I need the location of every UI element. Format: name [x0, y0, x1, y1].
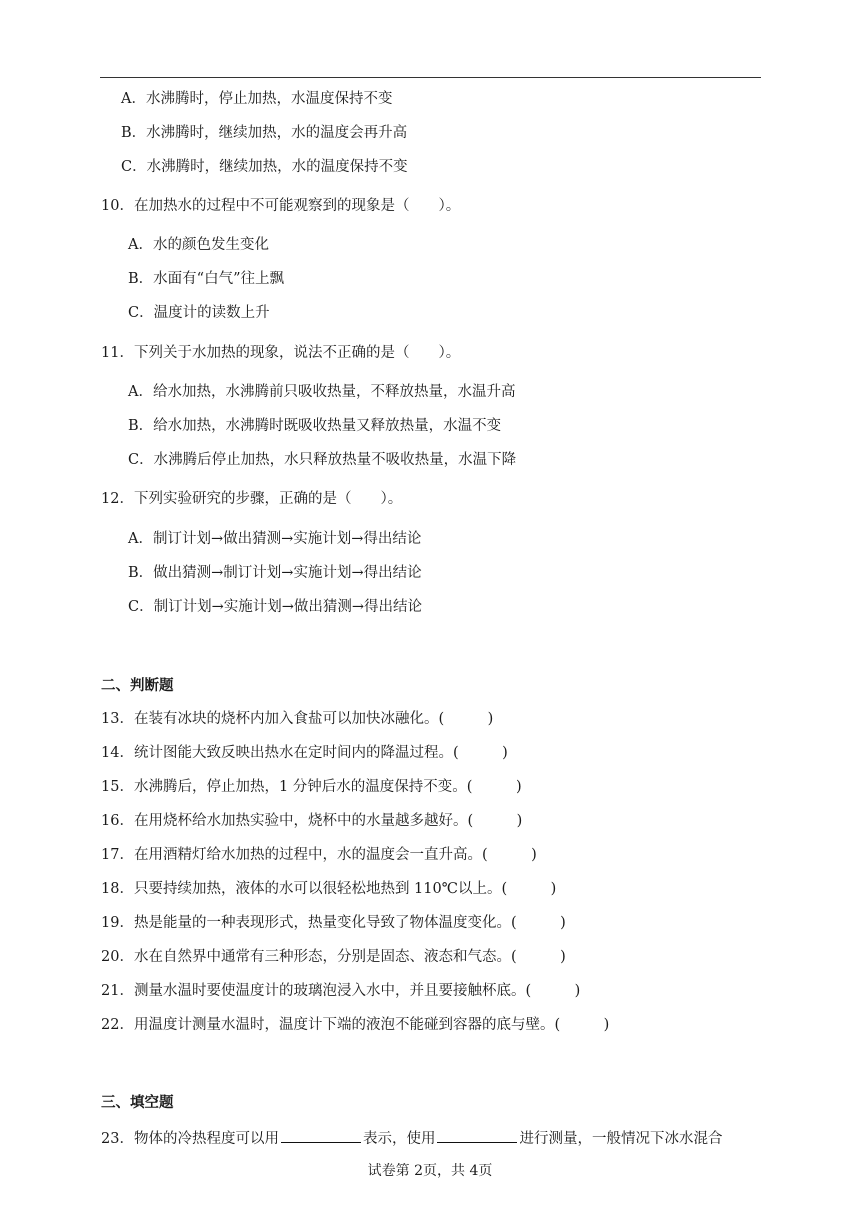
- q23-blank-1[interactable]: [281, 1128, 361, 1143]
- judge-item-21: 21．测量水温时要使温度计的玻璃泡浸入水中，并且要接触杯底。( ): [101, 983, 581, 999]
- q9-option-c: C．水沸腾时，继续加热，水的温度保持不变: [121, 159, 408, 175]
- q11-stem: 11．下列关于水加热的现象，说法不正确的是（ ）。: [101, 345, 461, 361]
- header-rule: [100, 77, 761, 78]
- judge-item-22: 22．用温度计测量水温时，温度计下端的液泡不能碰到容器的底与壁。( ): [101, 1017, 610, 1033]
- q11-option-b: B．给水加热，水沸腾时既吸收热量又释放热量，水温不变: [128, 418, 502, 434]
- judge-item-13: 13．在装有冰块的烧杯内加入食盐可以加快冰融化。( ): [101, 711, 494, 727]
- q12-option-b: B．做出猜测→制订计划→实施计划→得出结论: [128, 565, 422, 581]
- page-footer: 试卷第 2页，共 4页: [367, 1163, 493, 1179]
- q10-option-c: C．温度计的读数上升: [128, 305, 270, 321]
- q23-text-1: 23．物体的冷热程度可以用: [101, 1131, 279, 1147]
- q12-option-c: C．制订计划→实施计划→做出猜测→得出结论: [128, 599, 423, 615]
- q10-option-a: A．水的颜色发生变化: [128, 237, 269, 253]
- q23-blank-2[interactable]: [437, 1128, 517, 1143]
- q11-option-a: A．给水加热，水沸腾前只吸收热量，不释放热量，水温升高: [128, 384, 516, 400]
- section-2-title: 二、判断题: [101, 677, 174, 694]
- judge-item-14: 14．统计图能大致反映出热水在定时间内的降温过程。( ): [101, 745, 508, 761]
- q9-option-b: B．水沸腾时，继续加热，水的温度会再升高: [121, 125, 408, 141]
- section-3-title: 三、填空题: [101, 1094, 174, 1111]
- q9-option-a: A．水沸腾时，停止加热，水温度保持不变: [121, 91, 393, 107]
- q23-text-3: 进行测量，一般情况下冰水混合: [519, 1131, 723, 1147]
- q12-stem: 12．下列实验研究的步骤，正确的是（ ）。: [101, 491, 403, 507]
- q11-option-c: C．水沸腾后停止加热，水只释放热量不吸收热量，水温下降: [128, 452, 517, 468]
- judge-item-15: 15．水沸腾后，停止加热，1 分钟后水的温度保持不变。( ): [101, 779, 522, 795]
- q10-stem: 10．在加热水的过程中不可能观察到的现象是（ ）。: [101, 198, 461, 214]
- judge-item-19: 19．热是能量的一种表现形式，热量变化导致了物体温度变化。( ): [101, 915, 566, 931]
- judge-item-17: 17．在用酒精灯给水加热的过程中，水的温度会一直升高。( ): [101, 847, 537, 863]
- judge-item-16: 16．在用烧杯给水加热实验中，烧杯中的水量越多越好。( ): [101, 813, 523, 829]
- judge-item-18: 18．只要持续加热，液体的水可以很轻松地热到 110℃以上。( ): [101, 881, 557, 897]
- judge-item-20: 20．水在自然界中通常有三种形态，分别是固态、液态和气态。( ): [101, 949, 566, 965]
- q12-option-a: A．制订计划→做出猜测→实施计划→得出结论: [128, 531, 422, 547]
- q10-option-b: B．水面有“白气”往上飘: [128, 271, 284, 287]
- q23-text-2: 表示，使用: [362, 1131, 436, 1147]
- fill-item-23: [101, 1128, 722, 1148]
